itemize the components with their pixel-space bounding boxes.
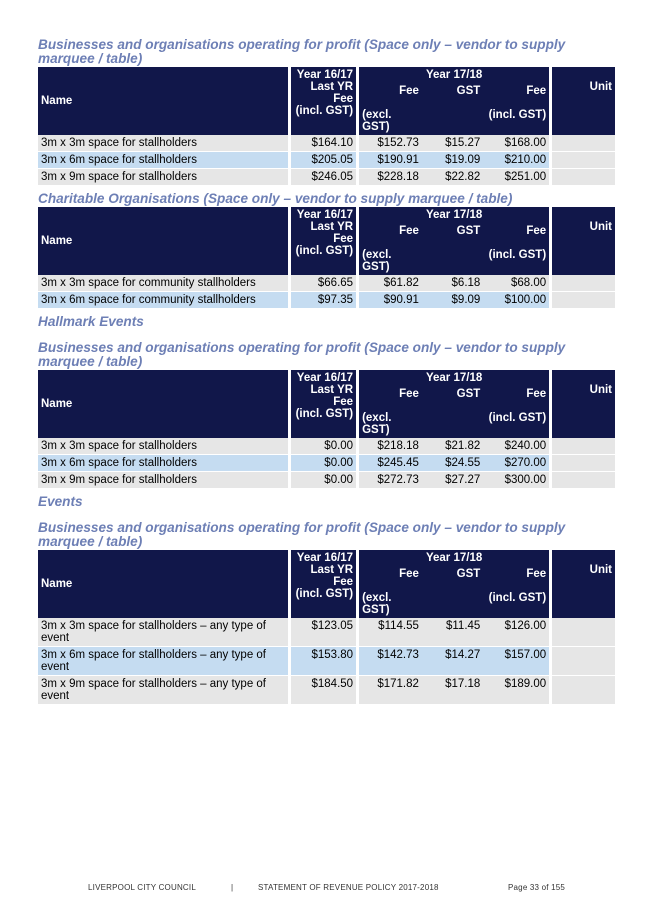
cell-unit xyxy=(549,275,615,292)
cell-fee-incl-gst: $270.00 xyxy=(483,455,549,472)
table-row xyxy=(38,472,615,489)
cell-name: 3m x 3m space for stallholders xyxy=(38,438,288,455)
header-year-prev: Year 16/17 xyxy=(296,209,354,221)
column-header-last-year xyxy=(288,67,356,135)
cell-fee-excl-gst: $218.18 xyxy=(356,438,422,455)
cell-last-year-fee: $164.10 xyxy=(288,135,356,152)
cell-last-year-fee: $0.00 xyxy=(288,438,356,455)
column-header-gst: GST xyxy=(422,386,483,438)
cell-unit xyxy=(549,135,615,152)
footer-page-number: Page 33 of 155 xyxy=(508,883,566,892)
cell-gst: $14.27 xyxy=(422,647,483,676)
fees-table xyxy=(38,370,615,489)
header-last-yr-fee: Last YR Fee xyxy=(310,221,354,245)
cell-fee-excl-gst: $272.73 xyxy=(356,472,422,489)
cell-fee-excl-gst: $142.73 xyxy=(356,647,422,676)
cell-fee-excl-gst: $190.91 xyxy=(356,152,422,169)
cell-unit xyxy=(549,455,615,472)
cell-last-year-fee: $97.35 xyxy=(288,292,356,309)
cell-name: 3m x 9m space for stallholders – any type of event xyxy=(38,676,288,705)
cell-unit xyxy=(549,438,615,455)
cell-gst: $21.82 xyxy=(422,438,483,455)
cell-last-year-fee: $153.80 xyxy=(288,647,356,676)
column-header-gst: GST xyxy=(422,223,483,275)
section-title: Events xyxy=(38,494,83,509)
cell-fee-incl-gst: $189.00 xyxy=(483,676,549,705)
cell-fee-excl-gst: $228.18 xyxy=(356,169,422,186)
column-header-unit: Unit xyxy=(549,207,615,275)
header-fee-incl: Fee xyxy=(526,388,547,400)
header-year-prev: Year 16/17 xyxy=(296,552,354,564)
header-fee: Fee xyxy=(399,225,419,237)
column-header-fee-incl xyxy=(483,386,549,438)
column-header-year-curr: Year 17/18 xyxy=(356,370,549,386)
cell-name: 3m x 6m space for stallholders xyxy=(38,152,288,169)
column-header-year-curr: Year 17/18 xyxy=(356,550,549,566)
cell-fee-incl-gst: $240.00 xyxy=(483,438,549,455)
table-heading: Businesses and organisations operating for profit (Space only – vendor to supply marquee / table) xyxy=(38,340,566,369)
column-header-unit: Unit xyxy=(549,550,615,618)
cell-fee-excl-gst: $90.91 xyxy=(356,292,422,309)
column-header-name: Name xyxy=(38,67,288,135)
footer-document-title: STATEMENT OF REVENUE POLICY 2017-2018 xyxy=(258,883,439,892)
header-excl-gst: (excl. GST) xyxy=(362,109,392,133)
column-header-gst: GST xyxy=(422,83,483,135)
header-fee-incl-sub: (incl. GST) xyxy=(488,412,547,424)
cell-fee-excl-gst: $114.55 xyxy=(356,618,422,647)
cell-unit xyxy=(549,676,615,705)
header-incl-gst: (incl. GST) xyxy=(295,105,354,117)
cell-fee-excl-gst: $152.73 xyxy=(356,135,422,152)
fees-table xyxy=(38,207,615,309)
header-last-yr-fee: Last YR Fee xyxy=(310,564,354,588)
table-row xyxy=(38,455,615,472)
page-content xyxy=(38,38,615,711)
table-heading: Businesses and organisations operating for profit (Space only – vendor to supply marquee / table) xyxy=(38,520,566,549)
cell-name: 3m x 3m space for stallholders xyxy=(38,135,288,152)
header-incl-gst: (incl. GST) xyxy=(295,588,354,600)
header-excl-gst: (excl. GST) xyxy=(362,592,392,616)
cell-name: 3m x 6m space for stallholders – any type of event xyxy=(38,647,288,676)
cell-gst: $17.18 xyxy=(422,676,483,705)
column-header-fee xyxy=(356,223,422,275)
section-title: Hallmark Events xyxy=(38,314,144,329)
cell-gst: $6.18 xyxy=(422,275,483,292)
cell-unit xyxy=(549,647,615,676)
cell-fee-incl-gst: $251.00 xyxy=(483,169,549,186)
column-header-fee-incl xyxy=(483,83,549,135)
column-header-last-year xyxy=(288,207,356,275)
column-header-last-year xyxy=(288,550,356,618)
cell-gst: $19.09 xyxy=(422,152,483,169)
table-row xyxy=(38,438,615,455)
table-row xyxy=(38,275,615,292)
cell-last-year-fee: $184.50 xyxy=(288,676,356,705)
header-fee-incl: Fee xyxy=(526,225,547,237)
cell-fee-excl-gst: $61.82 xyxy=(356,275,422,292)
column-header-year-curr: Year 17/18 xyxy=(356,67,549,83)
table-row xyxy=(38,647,615,676)
cell-fee-incl-gst: $157.00 xyxy=(483,647,549,676)
column-header-last-year xyxy=(288,370,356,438)
header-incl-gst: (incl. GST) xyxy=(295,245,354,257)
cell-fee-incl-gst: $68.00 xyxy=(483,275,549,292)
column-header-fee-incl xyxy=(483,223,549,275)
cell-fee-incl-gst: $100.00 xyxy=(483,292,549,309)
cell-last-year-fee: $66.65 xyxy=(288,275,356,292)
header-fee-incl: Fee xyxy=(526,568,547,580)
table-row xyxy=(38,135,615,152)
header-incl-gst: (incl. GST) xyxy=(295,408,354,420)
cell-fee-excl-gst: $245.45 xyxy=(356,455,422,472)
cell-name: 3m x 9m space for stallholders xyxy=(38,472,288,489)
cell-unit xyxy=(549,618,615,647)
header-fee-incl: Fee xyxy=(526,85,547,97)
header-last-yr-fee: Last YR Fee xyxy=(310,384,354,408)
cell-fee-incl-gst: $210.00 xyxy=(483,152,549,169)
column-header-year-curr: Year 17/18 xyxy=(356,207,549,223)
header-fee-incl-sub: (incl. GST) xyxy=(488,109,547,121)
cell-last-year-fee: $0.00 xyxy=(288,472,356,489)
header-fee: Fee xyxy=(399,568,419,580)
fees-table xyxy=(38,550,615,705)
cell-gst: $11.45 xyxy=(422,618,483,647)
header-fee-incl-sub: (incl. GST) xyxy=(488,592,547,604)
cell-unit xyxy=(549,292,615,309)
cell-fee-incl-gst: $168.00 xyxy=(483,135,549,152)
cell-unit xyxy=(549,472,615,489)
column-header-fee-incl xyxy=(483,566,549,618)
column-header-unit: Unit xyxy=(549,370,615,438)
table-row xyxy=(38,618,615,647)
cell-unit xyxy=(549,152,615,169)
cell-fee-incl-gst: $126.00 xyxy=(483,618,549,647)
table-row xyxy=(38,152,615,169)
header-fee: Fee xyxy=(399,388,419,400)
cell-gst: $9.09 xyxy=(422,292,483,309)
header-fee: Fee xyxy=(399,85,419,97)
column-header-gst: GST xyxy=(422,566,483,618)
cell-name: 3m x 9m space for stallholders xyxy=(38,169,288,186)
table-row xyxy=(38,292,615,309)
column-header-name: Name xyxy=(38,207,288,275)
footer-org: LIVERPOOL CITY COUNCIL xyxy=(88,883,196,892)
column-header-fee xyxy=(356,386,422,438)
header-excl-gst: (excl. GST) xyxy=(362,412,392,436)
header-excl-gst: (excl. GST) xyxy=(362,249,392,273)
cell-gst: $15.27 xyxy=(422,135,483,152)
cell-fee-excl-gst: $171.82 xyxy=(356,676,422,705)
cell-last-year-fee: $246.05 xyxy=(288,169,356,186)
header-year-prev: Year 16/17 xyxy=(296,69,354,81)
column-header-unit: Unit xyxy=(549,67,615,135)
header-year-prev: Year 16/17 xyxy=(296,372,354,384)
column-header-name: Name xyxy=(38,370,288,438)
table-heading: Businesses and organisations operating for profit (Space only – vendor to supply marquee / table) xyxy=(38,37,566,66)
column-header-name: Name xyxy=(38,550,288,618)
header-fee-incl-sub: (incl. GST) xyxy=(488,249,547,261)
table-row xyxy=(38,676,615,705)
cell-gst: $24.55 xyxy=(422,455,483,472)
cell-last-year-fee: $205.05 xyxy=(288,152,356,169)
cell-unit xyxy=(549,169,615,186)
cell-fee-incl-gst: $300.00 xyxy=(483,472,549,489)
cell-name: 3m x 3m space for stallholders – any type of event xyxy=(38,618,288,647)
cell-gst: $22.82 xyxy=(422,169,483,186)
cell-gst: $27.27 xyxy=(422,472,483,489)
table-heading: Charitable Organisations (Space only – vendor to supply marquee / table) xyxy=(38,191,513,206)
cell-name: 3m x 6m space for community stallholders xyxy=(38,292,288,309)
cell-name: 3m x 6m space for stallholders xyxy=(38,455,288,472)
table-row xyxy=(38,169,615,186)
header-last-yr-fee: Last YR Fee xyxy=(310,81,354,105)
column-header-fee xyxy=(356,566,422,618)
footer-divider: | xyxy=(231,883,234,892)
fees-table xyxy=(38,67,615,186)
cell-name: 3m x 3m space for community stallholders xyxy=(38,275,288,292)
cell-last-year-fee: $123.05 xyxy=(288,618,356,647)
cell-last-year-fee: $0.00 xyxy=(288,455,356,472)
column-header-fee xyxy=(356,83,422,135)
